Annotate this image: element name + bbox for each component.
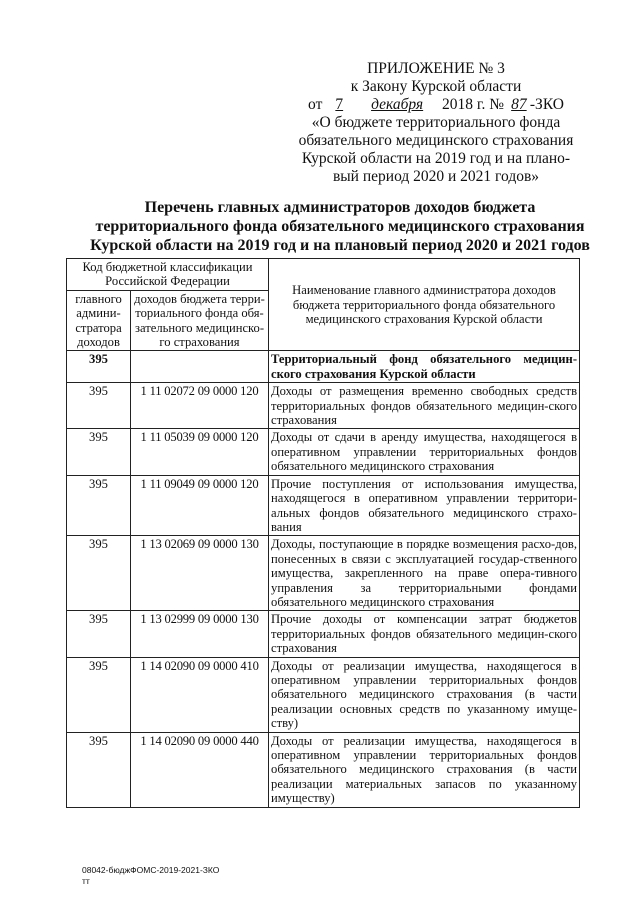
law-name-line: Курской области на 2019 год и на плано- xyxy=(301,150,571,167)
heading-line: Курской области на 2019 год и на плановый период 2020 и 2021 годов xyxy=(90,237,590,254)
law-year: 2018 г. № xyxy=(441,96,505,113)
admin-code-cell: 395 xyxy=(67,351,131,383)
income-code-cell: 1 11 02072 09 0000 120 xyxy=(131,383,269,429)
footer-doc-code: 08042-бюджФОМС-2019-2021-ЗКО xyxy=(82,865,220,875)
appendix-title: ПРИЛОЖЕНИЕ № 3 xyxy=(367,60,505,77)
income-code-cell: 1 14 02090 09 0000 440 xyxy=(131,732,269,807)
from-label: от xyxy=(308,96,323,113)
income-name-cell: Доходы от реализации имущества, находящегося в оперативном управлении территориальных фондов обязательного медицинского страхования (в части реализации материальных запасов по указанному имуществу) xyxy=(269,732,580,807)
income-name-cell: Прочие поступления от использования имущества, находящегося в оперативном управлении территори-альных фондов обязательного медицинского страхо-вания xyxy=(269,475,580,536)
table-row xyxy=(67,657,580,732)
kbk-header: Код бюджетной классификации Российской Федерации xyxy=(67,259,269,291)
table-row xyxy=(67,429,580,475)
footer-initials: тт xyxy=(82,876,90,886)
table-row xyxy=(67,383,580,429)
income-code-cell: 1 14 02090 09 0000 410 xyxy=(131,657,269,732)
law-date-number-line xyxy=(286,96,586,114)
footer xyxy=(82,865,219,887)
law-name-line: обязательного медицинского страхования xyxy=(298,132,574,149)
admin-code-cell: 395 xyxy=(67,536,131,611)
income-header: доходов бюджета терри-ториального фонда обя-зательного медицинско-го страхования xyxy=(131,290,269,351)
admin-code-cell: 395 xyxy=(67,611,131,657)
income-code-cell: 1 13 02999 09 0000 130 xyxy=(131,611,269,657)
table-row xyxy=(67,351,580,383)
income-name-cell: Доходы от сдачи в аренду имущества, находящегося в оперативном управлении территориальных фондов обязательного медицинского страхования xyxy=(269,429,580,475)
heading-line: Перечень главных администраторов доходов бюджета xyxy=(144,199,536,216)
table-row xyxy=(67,611,580,657)
income-name-cell: Доходы, поступающие в порядке возмещения расхо-дов, понесенных в связи с эксплуатацией государ-ственного имущества, закрепленного на праве опера-тивного управления за территориальными фондами обязательного медицинского страхования xyxy=(269,536,580,611)
admin-code-cell: 395 xyxy=(67,383,131,429)
law-day: 7 xyxy=(335,96,344,113)
income-code-cell: 1 11 09049 09 0000 120 xyxy=(131,475,269,536)
law-name-line: вый период 2020 и 2021 годов» xyxy=(332,168,540,185)
admin-code-cell: 395 xyxy=(67,732,131,807)
appendix-block xyxy=(286,60,586,186)
table-row xyxy=(67,536,580,611)
admin-code-cell: 395 xyxy=(67,657,131,732)
table-row xyxy=(67,475,580,536)
income-name-cell: Доходы от размещения временно свободных средств территориальных фондов обязательного медицин-ского страхования xyxy=(269,383,580,429)
income-code-cell: 1 13 02069 09 0000 130 xyxy=(131,536,269,611)
law-number: 87 xyxy=(511,96,527,113)
admin-code-cell: 395 xyxy=(67,475,131,536)
header-row xyxy=(67,259,580,291)
admin-header: главного админи-стратора доходов xyxy=(67,290,131,351)
income-name-cell: Доходы от реализации имущества, находящегося в оперативном управлении территориальных фондов обязательного медицинского страхования (в части реализации основных средств по указанному имуще-ству) xyxy=(269,657,580,732)
admin-code-cell: 395 xyxy=(67,429,131,475)
table-row xyxy=(67,732,580,807)
income-name-cell: Территориальный фонд обязательного медицин-ского страхования Курской области xyxy=(269,351,580,383)
income-code-cell: 1 11 05039 09 0000 120 xyxy=(131,429,269,475)
document-heading xyxy=(60,198,620,255)
law-month: декабря xyxy=(371,96,424,113)
administrators-table xyxy=(66,258,580,808)
heading-line: территориального фонда обязательного медицинского страхования xyxy=(95,218,585,235)
income-code-cell xyxy=(131,351,269,383)
law-name-line: «О бюджете территориального фонда xyxy=(311,114,561,131)
income-name-cell: Прочие доходы от компенсации затрат бюджетов территориальных фондов обязательного медицин-ского страхования xyxy=(269,611,580,657)
appendix-law-ref: к Закону Курской области xyxy=(350,78,522,95)
law-suffix: -ЗКО xyxy=(529,96,564,113)
name-header: Наименование главного администратора доходов бюджета территориального фонда обязательного медицинского страхования Курской области xyxy=(269,259,580,351)
